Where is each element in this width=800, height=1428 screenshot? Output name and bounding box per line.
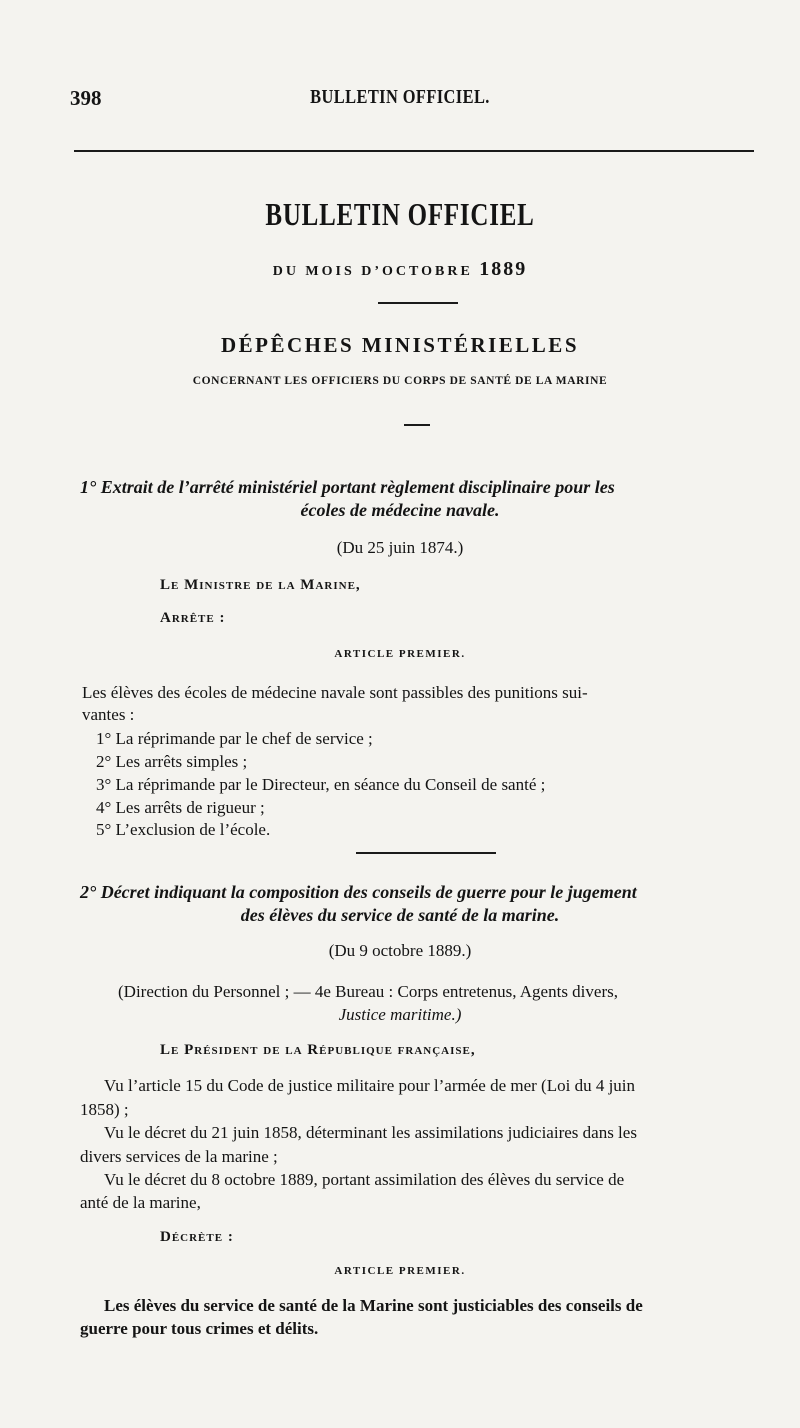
item2-decision: Décrète :: [160, 1229, 234, 1245]
item2-considerant: 1858) ;: [80, 1100, 129, 1119]
item1-list-item: 4° Les arrêts de rigueur ;: [96, 798, 265, 817]
item2-date: (Du 9 octobre 1889.): [328, 941, 472, 960]
item1-list-item: 1° La réprimande par le chef de service ;: [96, 729, 373, 748]
item2-heading-line1: 2° Décret indiquant la composition des conseils de guerre pour le jugement: [80, 882, 637, 902]
item2-heading-line2: des élèves du service de santé de la marine.: [240, 905, 560, 925]
item1-decision: Arrête :: [160, 610, 226, 626]
header-rule: [74, 150, 754, 152]
item2-considerant: Vu le décret du 21 juin 1858, déterminant les assimilations judiciaires dans les: [104, 1123, 637, 1142]
bulletin-title: BULLETIN OFFICIEL: [265, 196, 535, 232]
item1-date: (Du 25 juin 1874.): [336, 538, 464, 557]
item2-considerant: divers services de la marine ;: [80, 1147, 278, 1166]
item-divider: [356, 852, 496, 854]
item1-authority: Le Ministre de la Marine,: [160, 577, 361, 593]
item2-paragraph-line1: Les élèves du service de santé de la Marine sont justiciables des conseils de: [104, 1296, 643, 1315]
running-title: BULLETIN OFFICIEL.: [310, 86, 490, 108]
item2-direction-line1: (Direction du Personnel ; — 4e Bureau : Corps entretenus, Agents divers,: [118, 982, 618, 1001]
item2-direction-line2: Justice maritime.): [338, 1005, 462, 1024]
item2-considerant: anté de la marine,: [80, 1193, 201, 1212]
item1-article-heading: ARTICLE PREMIER.: [334, 648, 466, 660]
section-subtitle: CONCERNANT LES OFFICIERS DU CORPS DE SANTÉ DE LA MARINE: [192, 375, 608, 387]
item2-considerant: Vu le décret du 8 octobre 1889, portant assimilation des élèves du service de: [104, 1170, 625, 1189]
title-divider: [378, 302, 458, 304]
item1-paragraph-line2: vantes :: [82, 705, 135, 724]
page-number: 398: [70, 86, 102, 110]
section-divider: [404, 424, 430, 426]
bulletin-subtitle: [0, 258, 800, 281]
running-header: [0, 86, 800, 110]
item2-paragraph-line2: guerre pour tous crimes et délits.: [80, 1319, 319, 1338]
subtitle-month: DU MOIS D’OCTOBRE: [272, 264, 473, 279]
section-title: DÉPÊCHES MINISTÉRIELLES: [220, 333, 579, 357]
item2-authority: Le Président de la République française,: [160, 1042, 476, 1058]
item1-heading-line1: 1° Extrait de l’arrêté ministériel portant règlement disciplinaire pour les: [80, 477, 615, 497]
item1-list-item: 2° Les arrêts simples ;: [96, 752, 248, 771]
item1-list-item: 3° La réprimande par le Directeur, en séance du Conseil de santé ;: [96, 775, 546, 794]
subtitle-year: 1889: [479, 258, 528, 280]
item2-considerant: Vu l’article 15 du Code de justice militaire pour l’armée de mer (Loi du 4 juin: [104, 1076, 636, 1095]
item1-list-item: 5° L’exclusion de l’école.: [96, 820, 271, 839]
item1-heading-line2: écoles de médecine navale.: [300, 500, 500, 520]
item2-article-heading: ARTICLE PREMIER.: [334, 1265, 466, 1277]
item1-paragraph-line1: Les élèves des écoles de médecine navale sont passibles des punitions sui-: [82, 683, 588, 702]
